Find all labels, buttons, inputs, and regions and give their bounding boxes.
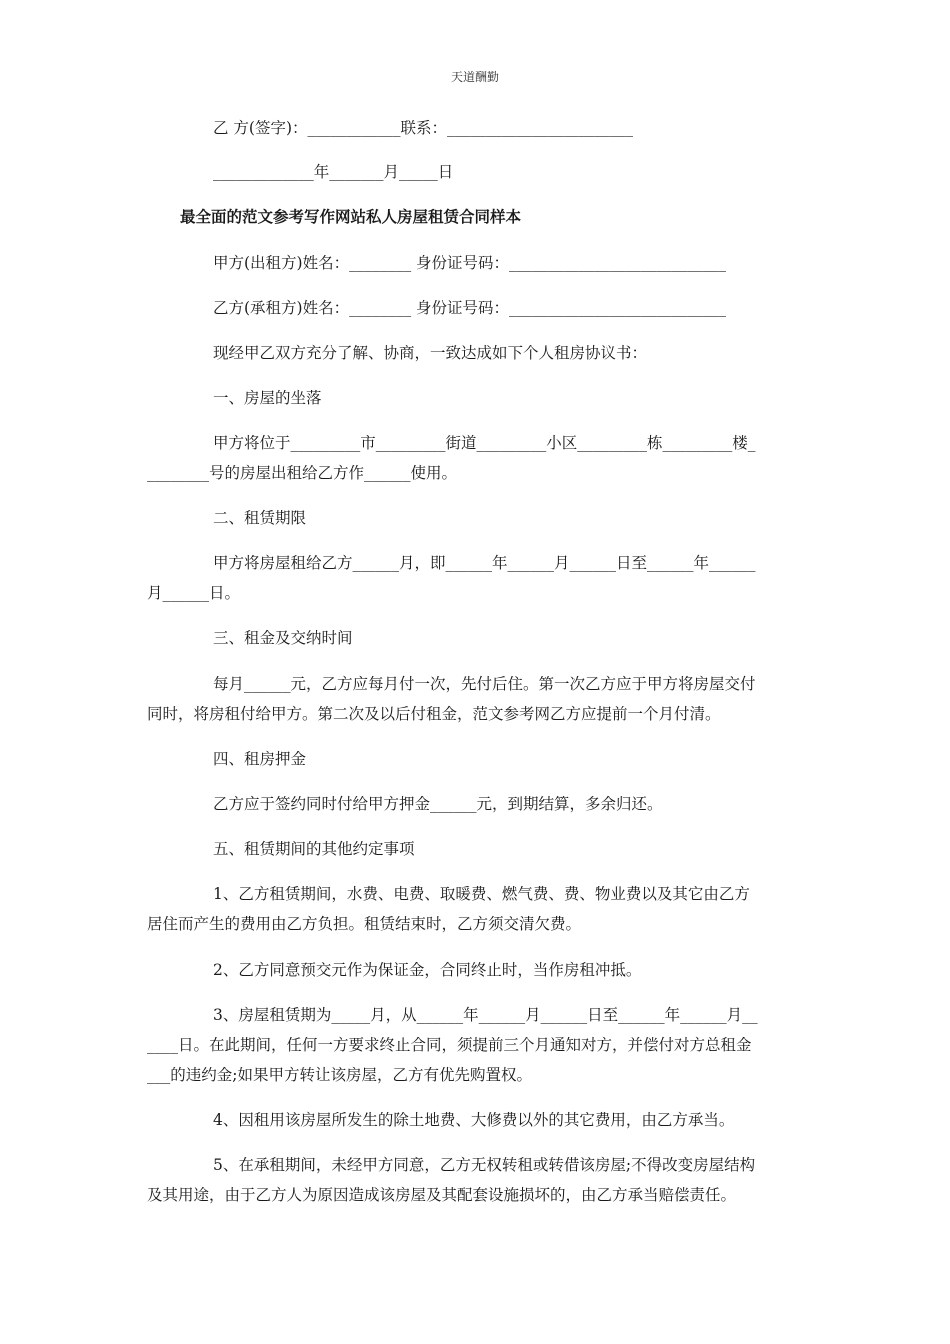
term-1-line-1: 1、乙方租赁期间，水费、电费、取暖费、燃气费、费、物业费以及其它由乙方 bbox=[213, 885, 750, 903]
signature-date-line: _____________年_______月_____日 bbox=[213, 163, 454, 181]
term-3-line-3: ___的违约金;如果甲方转让该房屋，乙方有优先购置权。 bbox=[147, 1066, 532, 1084]
term-5-line-1: 5、在承租期间，未经甲方同意，乙方无权转租或转借该房屋;不得改变房屋结构 bbox=[213, 1156, 756, 1174]
landlord-name-line: 甲方(出租方)姓名：________ 身份证号码：____________________________ bbox=[213, 254, 727, 272]
signature-line-party-b: 乙 方(签字)：____________联系：________________________ bbox=[213, 119, 634, 137]
section-heading-other-terms: 五、租赁期间的其他约定事项 bbox=[213, 840, 415, 858]
term-1-line-2: 居住而产生的费用由乙方负担。租赁结束时，乙方须交清欠费。 bbox=[147, 915, 582, 933]
term-4: 4、因租用该房屋所发生的除土地费、大修费以外的其它费用，由乙方承当。 bbox=[213, 1111, 735, 1129]
deposit-paragraph: 乙方应于签约同时付给甲方押金______元，到期结算，多余归还。 bbox=[213, 795, 663, 813]
term-paragraph-line-1: 甲方将房屋租给乙方______月，即______年______月______日至______年______ bbox=[213, 554, 756, 572]
section-heading-deposit: 四、租房押金 bbox=[213, 750, 307, 768]
term-paragraph-line-2: 月______日。 bbox=[147, 584, 241, 602]
page-header: 天道酬勤 bbox=[450, 70, 499, 84]
intro-paragraph: 现经甲乙双方充分了解、协商，一致达成如下个人租房协议书： bbox=[213, 344, 648, 362]
term-5-line-2: 及其用途，由于乙方人为原因造成该房屋及其配套设施损坏的，由乙方承当赔偿责任。 bbox=[147, 1186, 737, 1204]
location-paragraph-line-2: ________号的房屋出租给乙方作______使用。 bbox=[147, 464, 458, 482]
term-2: 2、乙方同意预交元作为保证金，合同终止时，当作房租冲抵。 bbox=[213, 961, 642, 979]
section-heading-term: 二、租赁期限 bbox=[213, 509, 307, 527]
term-3-line-1: 3、房屋租赁期为_____月，从______年______月______日至______年______月__ bbox=[213, 1006, 758, 1024]
location-paragraph-line-1: 甲方将位于_________市_________街道_________小区_________栋_________楼_ bbox=[213, 434, 756, 452]
rent-paragraph-line-2: 同时，将房租付给甲方。第二次及以后付租金，范文参考网乙方应提前一个月付清。 bbox=[147, 705, 721, 723]
section-heading-rent: 三、租金及交纳时间 bbox=[213, 629, 353, 647]
term-3-line-2: ____日。在此期间，任何一方要求终止合同，须提前三个月通知对方，并偿付对方总租金 bbox=[147, 1036, 752, 1054]
tenant-name-line: 乙方(承租方)姓名：________ 身份证号码：____________________________ bbox=[213, 299, 727, 317]
rent-paragraph-line-1: 每月______元，乙方应每月付一次，先付后住。第一次乙方应于甲方将房屋交付 bbox=[213, 675, 756, 693]
section-heading-location: 一、房屋的坐落 bbox=[213, 389, 322, 407]
document-title: 最全面的范文参考写作网站私人房屋租赁合同样本 bbox=[180, 207, 522, 226]
